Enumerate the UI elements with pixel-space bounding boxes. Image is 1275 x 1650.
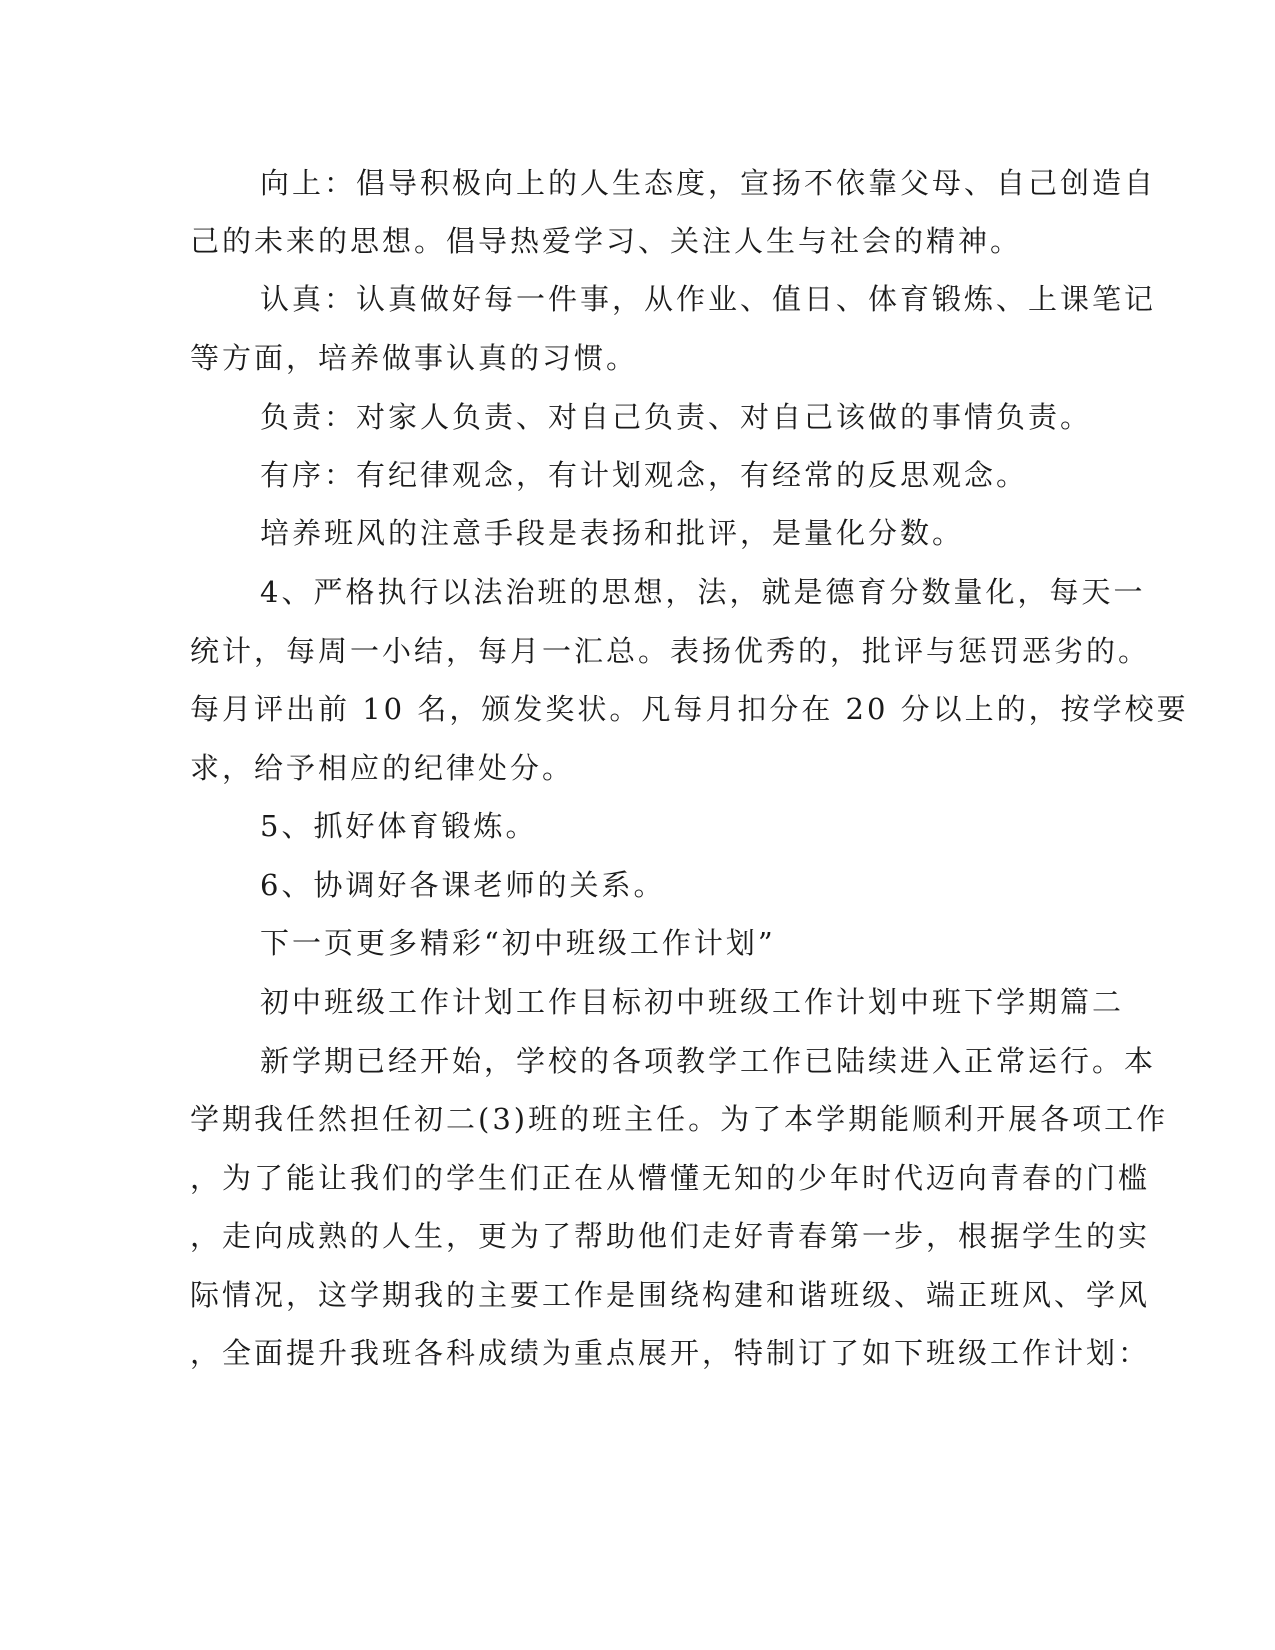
text-line: 等方面，培养做事认真的习惯。 — [190, 341, 639, 375]
text-line: 5、抓好体育锻炼。 — [260, 809, 538, 843]
text-line: 4、严格执行以法治班的思想，法，就是德育分数量化，每天一 — [260, 575, 1146, 609]
text-line: 有序：有纪律观念，有计划观念，有经常的反思观念。 — [260, 458, 1029, 492]
text-line: 向上：倡导积极向上的人生态度，宣扬不依靠父母、自己创造自 — [260, 166, 1157, 200]
text-line: 学期我任然担任初二(3)班的班主任。为了本学期能顺利开展各项工作 — [190, 1102, 1169, 1136]
text-line: 际情况，这学期我的主要工作是围绕构建和谐班级、端正班风、学风 — [190, 1278, 1151, 1312]
text-line: ，走向成熟的人生，更为了帮助他们走好青春第一步，根据学生的实 — [190, 1219, 1151, 1253]
text-line: 认真：认真做好每一件事，从作业、值日、体育锻炼、上课笔记 — [260, 282, 1157, 316]
text-line: 负责：对家人负责、对自己负责、对自己该做的事情负责。 — [260, 400, 1093, 434]
text-line: 统计，每周一小结，每月一汇总。表扬优秀的，批评与惩罚恶劣的。 — [190, 634, 1151, 668]
text-line: ，全面提升我班各科成绩为重点展开，特制订了如下班级工作计划： — [190, 1336, 1151, 1370]
text-line: ，为了能让我们的学生们正在从懵懂无知的少年时代迈向青春的门槛 — [190, 1161, 1151, 1195]
text-line: 6、协调好各课老师的关系。 — [260, 868, 666, 902]
text-line: 初中班级工作计划工作目标初中班级工作计划中班下学期篇二 — [260, 985, 1125, 1019]
text-line: 培养班风的注意手段是表扬和批评，是量化分数。 — [260, 516, 965, 550]
text-line: 求，给予相应的纪律处分。 — [190, 751, 575, 785]
text-line: 己的未来的思想。倡导热爱学习、关注人生与社会的精神。 — [190, 224, 1023, 258]
text-line: 每月评出前 10 名，颁发奖状。凡每月扣分在 20 分以上的，按学校要 — [190, 692, 1189, 726]
text-line: 新学期已经开始，学校的各项教学工作已陆续进入正常运行。本 — [260, 1044, 1157, 1078]
text-line: 下一页更多精彩“初中班级工作计划” — [260, 926, 776, 960]
